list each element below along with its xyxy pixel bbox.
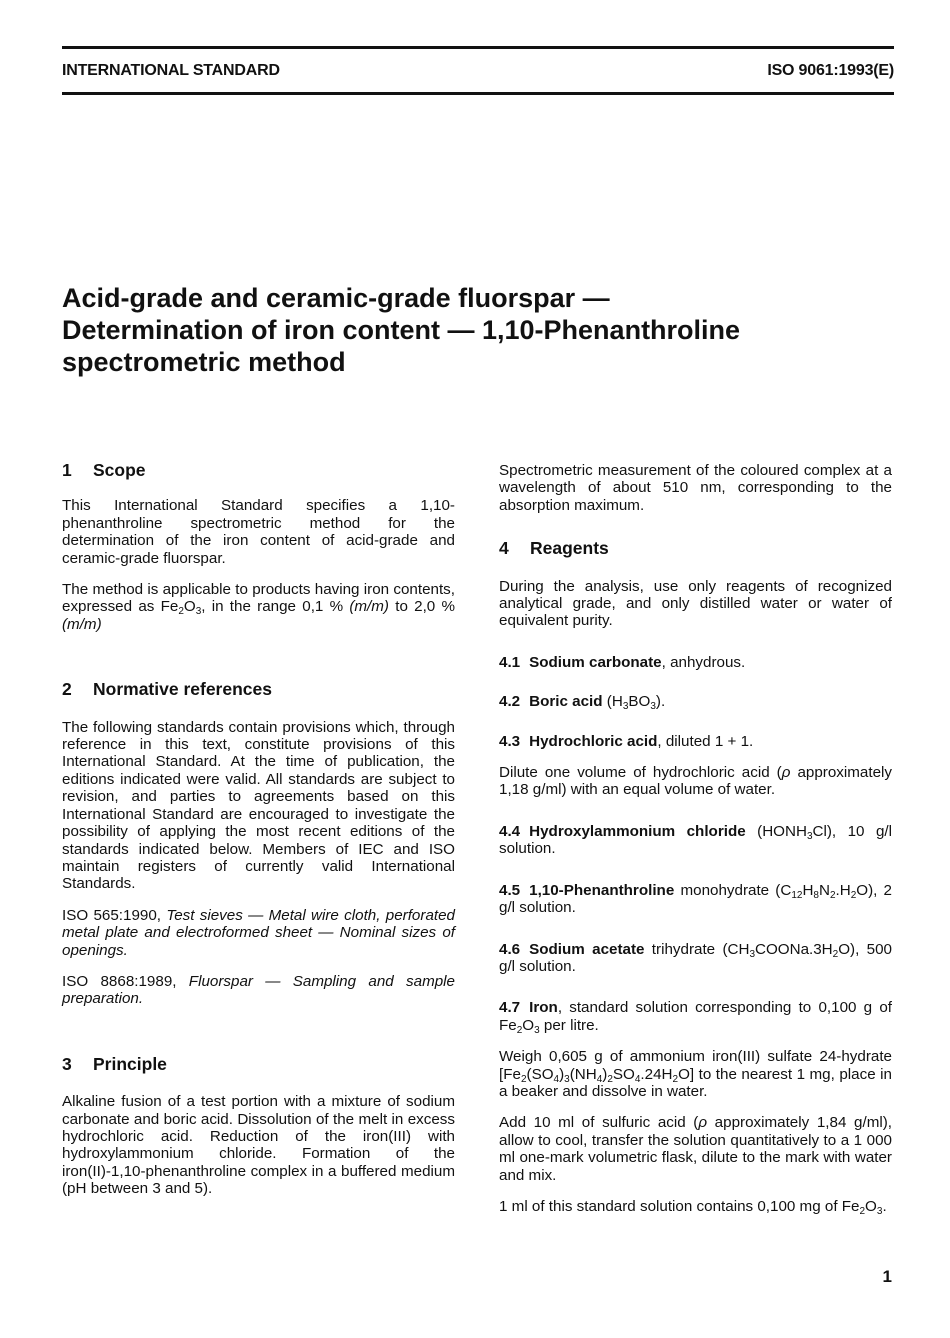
section-scope-heading: 1 Scope [62, 460, 146, 480]
reagent-4-4: 4.4 Hydroxylammonium chloride $(HONH_3Cl)$, 10 g/l solution. [499, 822, 892, 858]
right-column [499, 462, 892, 1229]
header-standard-type: INTERNATIONAL STANDARD [62, 62, 280, 79]
reagent-4-2: 4.2 Boric acid $(H_3BO_3)$. [499, 693, 666, 713]
reagent-4-7-paragraph-2: Add 10 ml of sulfuric acid (ρ approximately 1,84 g/ml), allow to cool, transfer the solution quantitatively to a 1 000 ml one-mark volumetric flask, dilute to the mark with water and mix. [499, 1114, 892, 1184]
reagent-4-7-paragraph-3: 1 ml of this standard solution contains 0,100 mg of $Fe_2O_3$. [499, 1197, 887, 1217]
scope-paragraph-2: The method is applicable to products having iron contents, expressed as $Fe_2O_3$, in the range 0,1 % (m/m) to 2,0 % (m/m) [62, 581, 455, 633]
section-normative-heading: 2 Normative references [62, 679, 272, 700]
title-line-1: Acid-grade and ceramic-grade fluorspar — [62, 283, 610, 313]
normative-reference-2: ISO 8868:1989, Fluorspar — Sampling and sample preparation. [62, 972, 455, 1008]
page-number: 1 [882, 1267, 892, 1286]
principle-paragraph-1: Alkaline fusion of a test portion with a mixture of sodium carbonate and boric acid. Dissolution of the melt in excess hydrochloric acid. Reduction of the iron(III) with hydroxylammonium chloride. Formation of the iron(II)-1,10-phenanthroline complex in a buffered medium (pH between 3 and 5). [62, 1093, 455, 1198]
header-top-rule [62, 46, 894, 49]
reagent-4-1: 4.1 Sodium carbonate, anhydrous. [499, 653, 746, 671]
scope-paragraph-1: This International Standard specifies a 1,10-phenanthroline spectrometric method for the determination of the iron content of acid-grade and ceramic-grade fluorspar. [62, 497, 455, 567]
reagents-intro: During the analysis, use only reagents of recognized analytical grade, and only distilled water or water of equivalent purity. [499, 577, 892, 630]
normative-paragraph: The following standards contain provisions which, through reference in this text, constitute provisions of this International Standard. At the time of publication, the editions indicated were valid. All standards are subject to revision, and parties to agreements based on this International Standard are encouraged to investigate the possibility of applying the most recent editions of the standards indicated below. Members of IEC and ISO maintain registers of currently valid International Standards. [62, 718, 455, 893]
title-line-3: spectrometric method [62, 347, 346, 377]
normative-reference-1: ISO 565:1990, Test sieves — Metal wire cloth, perforated metal plate and electroformed sheet — Nominal sizes of openings. [62, 906, 455, 959]
header-bottom-rule [62, 92, 894, 95]
section-principle-heading: 3 Principle [62, 1053, 167, 1074]
reagent-4-6: 4.6 Sodium acetate trihydrate $(CH_3COONa.3H_2O)$, 500 g/l solution. [499, 940, 892, 975]
reagent-4-3: 4.3 Hydrochloric acid, diluted 1 + 1. [499, 732, 754, 750]
principle-paragraph-2: Spectrometric measurement of the coloured complex at a wavelength of about 510 nm, corresponding to the absorption maximum. [499, 462, 892, 514]
document-title [62, 282, 902, 378]
reagent-4-5: 4.5 1,10-Phenanthroline monohydrate $(C_{12}H_8N_2.H_2O)$, 2 g/l solution. [499, 881, 892, 917]
title-line-2: Determination of iron content — 1,10-Phenanthroline [62, 315, 741, 345]
reagent-4-7-paragraph-1: Weigh 0,605 g of ammonium iron(III) sulfate 24-hydrate $[Fe_2(SO_4)_3(NH_4)_2SO_4.24H_2O]$ to the nearest 1 mg, place in a beaker and dissolve in water. [499, 1048, 892, 1100]
left-column [62, 462, 455, 1212]
header-standard-number: ISO 9061:1993(E) [767, 62, 894, 79]
section-reagents-heading: 4 Reagents [499, 538, 609, 559]
reagent-4-7: 4.7 Iron, standard solution corresponding to 0,100 g of $Fe_2O_3$ per litre. [499, 999, 892, 1036]
reagent-4-3-note: Dilute one volume of hydrochloric acid (ρ approximately 1,18 g/ml) with an equal volume of water. [499, 764, 892, 799]
